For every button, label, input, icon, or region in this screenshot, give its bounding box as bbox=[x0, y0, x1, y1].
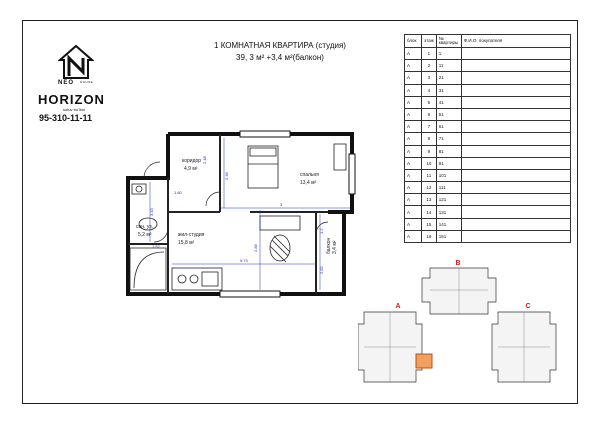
cell-apt-number: 51 bbox=[436, 108, 461, 120]
cell-buyer-name bbox=[461, 157, 570, 169]
dim-label: 5.73 bbox=[240, 258, 248, 263]
table-row bbox=[405, 60, 571, 72]
header-floor: этаж bbox=[422, 35, 437, 48]
cell-buyer-name bbox=[461, 182, 570, 194]
header-block: блок bbox=[405, 35, 422, 48]
block-a-label: A bbox=[395, 303, 401, 310]
room-balcony-label: балкон bbox=[326, 237, 332, 254]
apartment-area: 39, 3 м² +3,4 м²(балкон) bbox=[236, 53, 324, 62]
table-row bbox=[405, 206, 571, 218]
cell-apt-number: 131 bbox=[436, 206, 461, 218]
table-row bbox=[405, 72, 571, 84]
cell-apt-number: 1 bbox=[436, 48, 461, 60]
cell-floor: 15 bbox=[422, 218, 437, 230]
cell-apt-number: 151 bbox=[436, 230, 461, 242]
cell-buyer-name bbox=[461, 72, 570, 84]
cell-floor: 7 bbox=[422, 121, 437, 133]
cell-buyer-name bbox=[461, 169, 570, 181]
cell-floor: 1 bbox=[422, 48, 437, 60]
cell-apt-number: 71 bbox=[436, 133, 461, 145]
apartment-table bbox=[404, 34, 571, 243]
dim-label: 3 bbox=[280, 202, 283, 207]
cell-floor: 2 bbox=[422, 60, 437, 72]
cell-block: A bbox=[405, 182, 422, 194]
cell-buyer-name bbox=[461, 206, 570, 218]
cell-block: A bbox=[405, 206, 422, 218]
dim-label: 2.82 bbox=[319, 266, 324, 274]
table-row bbox=[405, 218, 571, 230]
cell-apt-number: 11 bbox=[436, 60, 461, 72]
cell-buyer-name bbox=[461, 194, 570, 206]
wardrobe bbox=[334, 144, 346, 170]
room-bedroom-label: спальня bbox=[300, 172, 319, 178]
cell-buyer-name bbox=[461, 108, 570, 120]
cell-floor: 3 bbox=[422, 72, 437, 84]
brand-house: HOUSE bbox=[80, 80, 94, 84]
block-b-label: B bbox=[455, 260, 461, 267]
cell-floor: 9 bbox=[422, 145, 437, 157]
cell-apt-number: 111 bbox=[436, 182, 461, 194]
table-row bbox=[405, 133, 571, 145]
cell-block: A bbox=[405, 169, 422, 181]
room-living-area: 15,8 м² bbox=[178, 240, 195, 246]
cell-floor: 12 bbox=[422, 182, 437, 194]
table-row bbox=[405, 230, 571, 242]
table-row bbox=[405, 182, 571, 194]
table-header-row bbox=[405, 35, 571, 48]
highlighted-unit bbox=[416, 354, 432, 368]
dim-label: 2.48 bbox=[202, 156, 207, 164]
floor-plan bbox=[120, 124, 360, 300]
dim-label: 1.52 bbox=[152, 244, 160, 249]
cell-block: A bbox=[405, 230, 422, 242]
room-corridor-label: коридор bbox=[182, 158, 202, 164]
cell-block: A bbox=[405, 96, 422, 108]
apartment-title bbox=[190, 40, 370, 64]
bed bbox=[248, 146, 278, 188]
sales-phone: 95-310-11-11 bbox=[39, 113, 93, 123]
cell-floor: 13 bbox=[422, 194, 437, 206]
table-row bbox=[405, 96, 571, 108]
cell-floor: 16 bbox=[422, 230, 437, 242]
cell-floor: 11 bbox=[422, 169, 437, 181]
house-n-logo-icon bbox=[58, 44, 94, 80]
cell-block: A bbox=[405, 72, 422, 84]
cell-block: A bbox=[405, 48, 422, 60]
room-bath-area: 5,2 м² bbox=[138, 232, 152, 238]
dim-label: 1.2 bbox=[319, 228, 324, 234]
cell-buyer-name bbox=[461, 84, 570, 96]
cell-buyer-name bbox=[461, 218, 570, 230]
table-row bbox=[405, 169, 571, 181]
brand-logo bbox=[36, 44, 116, 80]
cell-block: A bbox=[405, 121, 422, 133]
header-apt-number: № квартиры bbox=[436, 35, 461, 48]
dim-label: 2.48 bbox=[224, 172, 229, 180]
dim-label: 3.43 bbox=[149, 208, 154, 216]
sofa bbox=[260, 216, 300, 230]
kitchen-counter bbox=[172, 268, 222, 290]
apartment-type: 1 КОМНАТНАЯ КВАРТИРА (студия) bbox=[214, 41, 346, 50]
cell-apt-number: 21 bbox=[436, 72, 461, 84]
cell-floor: 4 bbox=[422, 84, 437, 96]
cell-apt-number: 61 bbox=[436, 121, 461, 133]
building-key-plan bbox=[358, 258, 558, 384]
table-row bbox=[405, 157, 571, 169]
cell-block: A bbox=[405, 218, 422, 230]
room-balcony-area: 3,4 м² bbox=[332, 240, 338, 254]
cell-buyer-name bbox=[461, 145, 570, 157]
cell-floor: 6 bbox=[422, 108, 437, 120]
dining-table bbox=[270, 235, 290, 262]
cell-floor: 14 bbox=[422, 206, 437, 218]
cell-apt-number: 81 bbox=[436, 145, 461, 157]
cell-floor: 8 bbox=[422, 133, 437, 145]
cell-block: A bbox=[405, 145, 422, 157]
cell-apt-number: 121 bbox=[436, 194, 461, 206]
dim-label: 1.80 bbox=[174, 190, 182, 195]
cell-buyer-name bbox=[461, 230, 570, 242]
brand-neo: NEO bbox=[58, 80, 75, 86]
cell-block: A bbox=[405, 84, 422, 96]
cell-floor: 5 bbox=[422, 96, 437, 108]
room-corridor-area: 4,9 м² bbox=[184, 166, 198, 172]
brand-subtitle: sotuv bo'limi bbox=[63, 107, 85, 112]
table-row bbox=[405, 108, 571, 120]
cell-apt-number: 91 bbox=[436, 157, 461, 169]
cell-buyer-name bbox=[461, 48, 570, 60]
cell-block: A bbox=[405, 133, 422, 145]
room-living-label: жил-студия bbox=[178, 232, 205, 238]
table-row bbox=[405, 84, 571, 96]
room-bath-label: сан. уз. bbox=[136, 224, 154, 230]
table-row bbox=[405, 48, 571, 60]
table-row bbox=[405, 194, 571, 206]
cell-apt-number: 41 bbox=[436, 96, 461, 108]
cell-block: A bbox=[405, 108, 422, 120]
cell-block: A bbox=[405, 194, 422, 206]
cell-buyer-name bbox=[461, 121, 570, 133]
cell-apt-number: 101 bbox=[436, 169, 461, 181]
block-c-label: C bbox=[525, 303, 531, 310]
room-bedroom-area: 13,4 м² bbox=[300, 180, 317, 186]
cell-buyer-name bbox=[461, 60, 570, 72]
cell-buyer-name bbox=[461, 96, 570, 108]
header-buyer-name: Ф.И.О. покупателя bbox=[461, 35, 570, 48]
dim-label: 2.88 bbox=[253, 244, 258, 252]
brand-name: HORIZON bbox=[38, 92, 105, 107]
cell-buyer-name bbox=[461, 133, 570, 145]
cell-floor: 10 bbox=[422, 157, 437, 169]
cell-apt-number: 141 bbox=[436, 218, 461, 230]
table-row bbox=[405, 145, 571, 157]
cell-apt-number: 31 bbox=[436, 84, 461, 96]
table-row bbox=[405, 121, 571, 133]
cell-block: A bbox=[405, 60, 422, 72]
cell-block: A bbox=[405, 157, 422, 169]
